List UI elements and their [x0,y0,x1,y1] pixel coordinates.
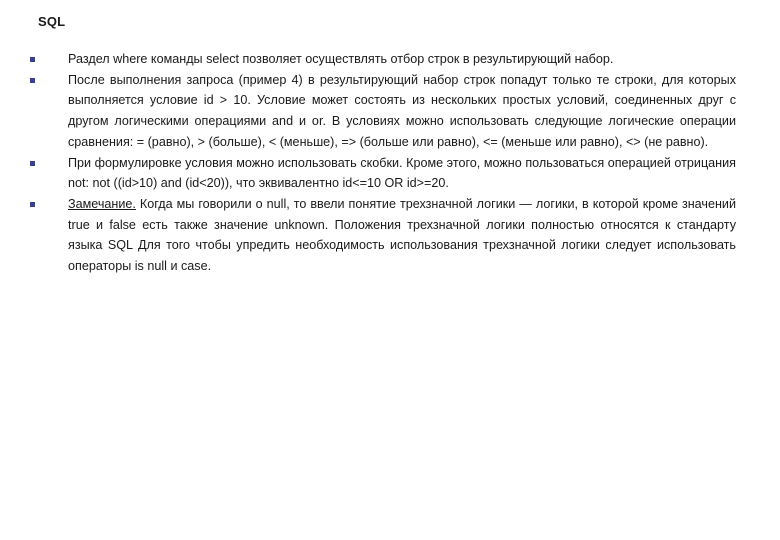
square-bullet-icon [30,78,35,83]
note-label: Замечание. [68,196,136,211]
square-bullet-icon [30,57,35,62]
list-item-text: При формулировке условия можно использовать скобки. Кроме этого, можно пользоваться операцией отрицания not: not ((id>10) and (id<20)), что эквивалентно id<=10 OR id>=20. [68,155,736,191]
square-bullet-icon [30,202,35,207]
list-item [0,194,736,277]
list-item [0,70,736,153]
square-bullet-icon [30,161,35,166]
list-item-text: После выполнения запроса (пример 4) в результирующий набор строк попадут только те строки, для которых выполняется условие id > 10. Условие может состоять из нескольких простых условий, соединенных друг с другом логическими операциями and и or. В условиях можно использовать следующие логические операции сравнения: = (равно), > (больше), < (меньше), => (больше или равно), <= (меньше или равно), <> (не равно). [68,72,736,149]
bullet-list [0,49,780,277]
list-item [0,153,736,194]
page-title: SQL [38,14,66,29]
list-item-text: Когда мы говорили о null, то ввели понятие трехзначной логики — логики, в которой кроме значений true и false есть также значение unknown. Положения трехзначной логики полностью относятся к стандарту языка SQL Для того чтобы упредить необходимость использования трехзначной логики следует использовать операторы is null и case. [68,196,736,274]
list-item-text: Раздел where команды select позволяет осуществлять отбор строк в результирующий набор. [68,52,614,66]
list-item [0,49,736,70]
